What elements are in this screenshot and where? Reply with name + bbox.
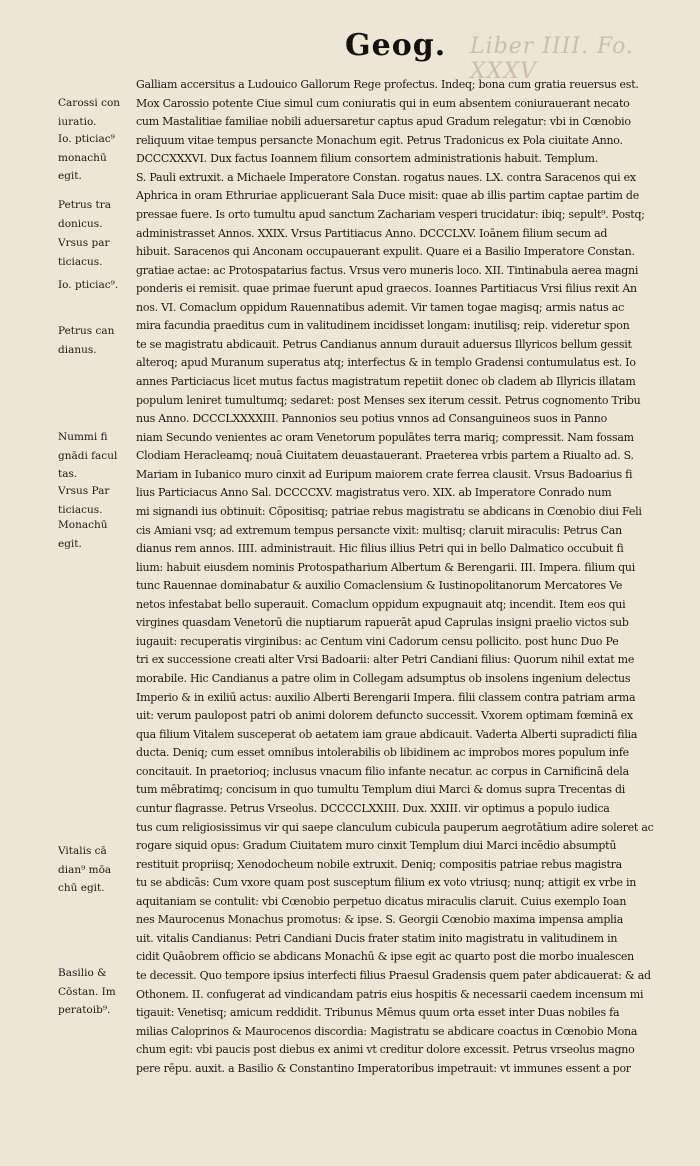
margin-note: Basilio & Cōstan. Im peratoib⁹. xyxy=(58,967,116,1017)
text-line: gratiae actae: ac Protospatarius factus. Vrsus vero muneris loco. XII. Tintinabula aerea magni xyxy=(136,263,639,277)
main-text-column xyxy=(136,76,684,1078)
text-line: rogare siquid opus: Gradum Ciuitatem muro cinxit Templum diui Marci incēdio absumptū xyxy=(136,839,617,853)
text-line: populum leniret tumultumq; sedaret: post Menses sex iterum cessit. Petrus cognomento Tribu xyxy=(136,393,641,407)
text-line: lius Particiacus Anno Sal. DCCCCXV. magistratus vero. XIX. ab Imperatore Conrado num xyxy=(136,486,612,500)
text-line: Aphrica in oram Ethruriae applicuerant Sala Duce misit: quae ab illis partim captae partim de xyxy=(136,189,639,203)
text-line: mi signandi ius obtinuit: Cōpositisq; patriae rebus magistratu se abdicans in Cœnobio diui Feli xyxy=(136,504,642,518)
text-line: Clodiam Heracleamq; nouā Ciuitatem deuastauerant. Praeterea vrbis partem a Riualto ad. S. xyxy=(136,449,634,463)
text-line: administrasset Annos. XXIX. Vrsus Partitiacus Anno. DCCCLXV. Ioānem filium secum ad xyxy=(136,226,608,240)
text-line: tigauit: Venetisq; amicum reddidit. Tribunus Mēmus quum orta esset inter Duas nobiles fa xyxy=(136,1006,620,1020)
text-line: uit: verum paulopost patri ob animi dolorem defuncto successit. Vxorem optimam fœminā ex xyxy=(136,709,633,723)
text-line: tri ex successione creati alter Vrsi Badoarii: alter Petri Candiani filius: Quorum nihil extat me xyxy=(136,653,635,667)
text-line: niam Secundo venientes ac oram Venetorum populātes terra mariq; compressit. Nam fossam xyxy=(136,430,634,444)
text-line: qua filium Vitalem susceperat ob aetatem iam graue abdicauit. Vaderta Alberti supradicti filia xyxy=(136,727,638,741)
margin-note: Vitalis cā dian⁹ mōa chū egit. xyxy=(58,845,112,895)
text-line: nes Maurocenus Monachus promotus: & ipse. S. Georgii Cœnobio maxima impensa amplia xyxy=(136,913,623,927)
text-line: netos infestabat bello superauit. Comaclum oppidum expugnauit atq; incendit. Item eos qui xyxy=(136,597,626,611)
text-line: mira facundia praeditus cum in valitudinem incidisset longam: inutilisq; reip. videretur spon xyxy=(136,319,630,333)
text-line: alteroq; apud Muranum superatus atq; interfectus & in templo Gradensi contumulatus est. Io xyxy=(136,356,636,370)
text-line: tu se abdicās: Cum vxore quam post susceptum filium ex voto vtriusq; nunq; attigit ex vrbe in xyxy=(136,876,637,890)
text-line: cis Amiani vsq; ad extremum tempus persancte vixit: multisq; claruit miraculis: Petrus Can xyxy=(136,523,622,537)
text-line: tum mēbratimq; concisum in quo tumultu Templum diui Marci & domus supra Trecentas di xyxy=(136,783,626,797)
margin-note: Io. pticiac⁹. xyxy=(58,279,119,291)
text-line: Imperio & in exiliū actus: auxilio Alberti Berengarii Impera. filii classem contra patriam arma xyxy=(136,690,636,704)
text-line: uit. vitalis Candianus: Petri Candiani Ducis frater statim inito magistratu in valitudinem in xyxy=(136,931,618,945)
margin-note: Io. pticiac⁹ monachū egit. xyxy=(58,133,115,183)
text-line: hibuit. Saracenos qui Anconam occupauerant expulit. Quare ei a Basilio Imperatore Constan. xyxy=(136,245,635,259)
text-line: Mox Carossio potente Ciue simul cum coniuratis qui in eum absentem coniurauerant necato xyxy=(136,96,630,110)
text-line: concitauit. In praetorioq; inclusus vnacum filio infante necatur. ac corpus in Carnificinā dela xyxy=(136,764,629,778)
text-line: virgines quasdam Venetorū die nuptiarum rapuerāt apud Caprulas insigni praelio victos sub xyxy=(136,616,629,630)
text-line: reliquum vitae tempus persancte Monachum egit. Petrus Tradonicus ex Pola ciuitate Anno. xyxy=(136,133,623,147)
text-line: tus cum religiosissimus vir qui saepe clanculum cubicula pauperum aegrotātium adire soleret ac xyxy=(136,820,654,834)
margin-note: Petrus tra donicus. xyxy=(58,199,112,230)
text-line: Galliam accersitus a Ludouico Gallorum Rege profectus. Indeq; bona cum gratia reuersus est. xyxy=(136,78,639,91)
text-line: DCCCXXXVI. Dux factus Ioannem filium consortem administrationis habuit. Templum. xyxy=(136,152,598,166)
margin-note: Monachū egit. xyxy=(58,519,108,550)
text-line: te decessit. Quo tempore ipsius interfecti filius Praesul Gradensis quem pater abdicauerat: & ad xyxy=(136,969,651,982)
text-line: cum Mastalitiae familiae nobili aduersaretur captus apud Gradum relegatur: vbi in Cœnobio xyxy=(136,115,631,129)
text-line: Othonem. II. confugerat ad vindicandam patris eius hospitis & necessarii caedem incensum mi xyxy=(136,987,644,1001)
text-line: nus Anno. DCCCLXXXXIII. Pannonios seu potius vnnos ad Consanguineos suos in Panno xyxy=(136,412,608,426)
bleed-through-heading: Liber IIII. Fo. XXXV xyxy=(470,34,634,84)
text-line: aquitaniam se contulit: vbi Cœnobio perpetuo dicatus miraculis claruit. Cuius exemplo Ioan xyxy=(136,894,627,908)
text-line: ducta. Deniq; cum esset omnibus intolerabilis ob libidinem ac improbos mores populum infe xyxy=(136,746,629,760)
text-line: pressae fuere. Is orto tumultu apud sanctum Zachariam vesperi trucidatur: ibiq; sepult⁹. Postq; xyxy=(136,207,645,221)
text-line: nos. VI. Comaclum oppidum Rauennatibus ademit. Vir tamen togae magisq; armis natus ac xyxy=(136,300,624,314)
text-line: dianus rem annos. IIII. administrauit. Hic filius illius Petri qui in bello Dalmatico occubuit fi xyxy=(136,542,624,556)
text-line: morabile. Hic Candianus a patre olim in Collegam adsumptus ob insolens ingenium delectus xyxy=(136,672,631,685)
margin-note: Nummi fi gnādi facul tas. xyxy=(58,431,118,481)
text-line: te se magistratu abdicauit. Petrus Candianus annum durauit aduersus Illyricos bellum gessit xyxy=(136,337,632,351)
margin-note: Vrsus Par ticiacus. xyxy=(58,485,110,516)
text-line: annes Particiacus licet mutus factus magistratum repetiit donec ob cladem ab Illyricis illatam xyxy=(136,375,636,388)
text-line: chum egit: vbi paucis post diebus ex animi vt creditur dolore excessit. Petrus vrseolus magno xyxy=(136,1043,635,1057)
margin-note: Carossi con iuratio. xyxy=(58,97,121,128)
text-line: ponderis ei remisit. quae primae fuerunt apud graecos. Ioannes Partitiacus Vrsi filius rexit An xyxy=(136,282,637,296)
text-line: iugauit: recuperatis virginibus: ac Centum vini Cadorum censu pollicito. post hunc Duo Pe xyxy=(136,634,619,648)
text-line: milias Caloprinos & Maurocenos discordia: Magistratu se abdicare coactus in Cœnobio Mona xyxy=(136,1024,638,1038)
margin-note: Petrus can dianus. xyxy=(58,325,115,356)
text-line: cidit Quāobrem officio se abdicans Monachū & ipse egit ac quarto post die morbo inualescen xyxy=(136,950,634,964)
text-line: restituit propriisq; Xenodocheum nobile extruxit. Deniq; compositis patriae rebus magistra xyxy=(136,857,622,871)
text-line: cuntur flagrasse. Petrus Vrseolus. DCCCCLXXIII. Dux. XXIII. vir optimus a populo iudica xyxy=(136,801,610,815)
page-header xyxy=(0,22,700,84)
text-line: tunc Rauennae dominabatur & auxilio Comaclensium & Iustinopolitanorum Mercatores Ve xyxy=(136,579,623,593)
text-line: S. Pauli extruxit. a Michaele Imperatore Constan. rogatus naues. LX. contra Saracenos qui ex xyxy=(136,170,636,184)
text-line: lium: habuit eiusdem nominis Protospatharium Albertum & Berengarii. III. Impera. filium qui xyxy=(136,560,636,574)
text-line: pere rēpu. auxit. a Basilio & Constantino Imperatoribus impetrauit: vt immunes essent a por xyxy=(136,1061,631,1075)
text-line: Mariam in Iubanico muro cinxit ad Euripum maiorem crate ferrea clausit. Vrsus Badoarius fi xyxy=(136,467,633,481)
running-heading: Geog. xyxy=(345,28,447,63)
margin-note: Vrsus par ticiacus. xyxy=(58,237,110,268)
